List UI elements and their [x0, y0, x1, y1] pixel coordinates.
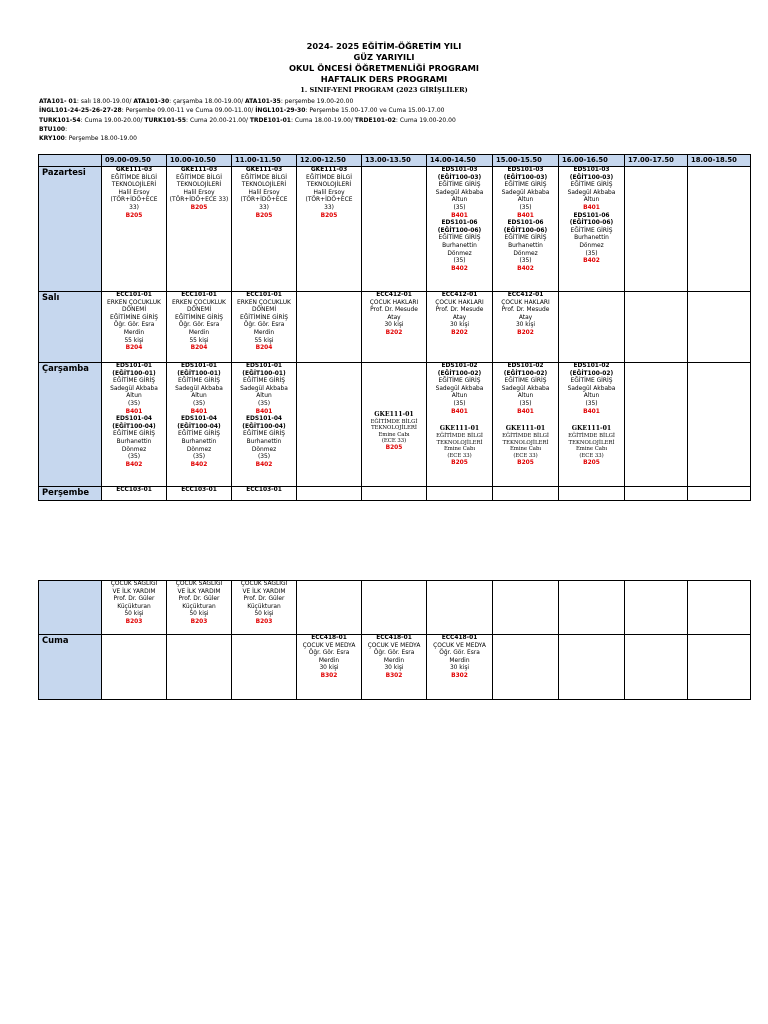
day-label-empty — [39, 581, 102, 635]
day-row-monday — [39, 167, 751, 292]
program-name: OKUL ÖNCESİ ÖĞRETMENLİĞİ PROGRAMI — [288, 63, 480, 73]
empty-cell — [688, 581, 751, 635]
day-row-friday — [39, 635, 751, 700]
empty-cell — [102, 635, 167, 700]
empty-cell — [688, 167, 751, 292]
empty-cell — [559, 581, 625, 635]
page-subtitle: 1. SINIF-YENİ PROGRAM (2023 GİRİŞLİLER) — [300, 86, 468, 94]
empty-cell — [625, 167, 688, 292]
course-cell: ECC418-01 ÇOCUK VE MEDYA Öğr. Gör. Esra Merdin 30 kişi B302 — [297, 635, 362, 700]
course-cell: ECC418-01 ÇOCUK VE MEDYA Öğr. Gör. Esra Merdin 30 kişi B302 — [427, 635, 493, 700]
empty-cell — [297, 581, 362, 635]
course-cell: GKE111-03 EĞİTİMDE BİLGİ TEKNOLOJİLERİ Halil Ersoy (TÖR+İDÖ+ECE 33) B205 — [297, 167, 362, 292]
course-cell: EDS101-01 (EĞİT100-01) EĞİTİME GİRİŞ Sadegül Akbaba Altun (35) B401 EDS101-04 (EĞİT100-04) EĞİTİME GİRİŞ Burhanettin Dönmez (35) B402 — [167, 363, 232, 487]
course-cell: ECC101-01 ERKEN ÇOCUKLUK DÖNEMİ EĞİTİMİNE GİRİŞ Öğr. Gör. Esra Merdin 55 kişi B204 — [167, 292, 232, 363]
day-row-tuesday — [39, 292, 751, 363]
empty-cell — [625, 292, 688, 363]
empty-cell — [688, 487, 751, 501]
course-cell: ECC103-01 — [102, 487, 167, 501]
course-cell: ECC418-01 ÇOCUK VE MEDYA Öğr. Gör. Esra Merdin 30 kişi B302 — [362, 635, 427, 700]
time-slot: 18.00-18.50 — [688, 155, 751, 167]
time-slot: 16.00-16.50 — [559, 155, 625, 167]
time-slot: 15.00-15.50 — [493, 155, 559, 167]
course-cell: ECC103-01 — [232, 487, 297, 501]
course-cell: ÇOCUK SAĞLIĞI VE İLK YARDIM Prof. Dr. Güler Küçükturan 50 kişi B203 — [232, 581, 297, 635]
empty-cell — [232, 635, 297, 700]
course-cell: ECC101-01 ERKEN ÇOCUKLUK DÖNEMİ EĞİTİMİNE GİRİŞ Öğr. Gör. Esra Merdin 55 kişi B204 — [102, 292, 167, 363]
empty-cell — [362, 487, 427, 501]
time-slot: 09.00-09.50 — [102, 155, 167, 167]
note-ingl: İNGL101-24-25-26-27-28: Perşembe 09.00-11 ve Cuma 09.00-11.00/ İNGL101-29-30: Perşembe 15.00-17.00 ve Cuma 15.00-17.00 — [39, 107, 445, 115]
empty-cell — [688, 363, 751, 487]
empty-cell — [427, 487, 493, 501]
schedule-notes — [39, 97, 456, 143]
day-row-thursday-cont — [39, 581, 751, 635]
note-kry: KRY100: Perşembe 18.00-19.00 — [39, 135, 137, 143]
empty-cell — [167, 635, 232, 700]
time-slot: 14.00-14.50 — [427, 155, 493, 167]
empty-cell — [688, 292, 751, 363]
day-label: Salı — [39, 292, 102, 363]
time-slot: 10.00-10.50 — [167, 155, 232, 167]
time-header-row — [39, 155, 751, 167]
course-cell: EDS101-02 (EĞİT100-02) EĞİTİME GİRİŞ Sadegül Akbaba Altun (35) B401 GKE111-01 EĞİTİMDE BİLGİ TEKNOLOJİLERİ Emine Cabı (ECE 33) B205 — [427, 363, 493, 487]
empty-cell — [559, 292, 625, 363]
course-cell: GKE111-03 EĞİTİMDE BİLGİ TEKNOLOJİLERİ Halil Ersoy (TÖR+İDÖ+ECE 33) B205 — [167, 167, 232, 292]
course-cell: ÇOCUK SAĞLIĞI VE İLK YARDIM Prof. Dr. Güler Küçükturan 50 kişi B203 — [167, 581, 232, 635]
empty-cell — [688, 635, 751, 700]
corner-cell — [39, 155, 102, 167]
day-row-wednesday — [39, 363, 751, 487]
empty-cell — [559, 635, 625, 700]
day-label: Çarşamba — [39, 363, 102, 487]
empty-cell — [625, 487, 688, 501]
time-slot: 13.00-13.50 — [362, 155, 427, 167]
time-slot: 11.00-11.50 — [232, 155, 297, 167]
empty-cell — [625, 635, 688, 700]
program-year: 2024- 2025 EĞİTİM-ÖĞRETİM YILI — [306, 41, 462, 51]
course-cell: EDS101-01 (EĞİT100-01) EĞİTİME GİRİŞ Sadegül Akbaba Altun (35) B401 EDS101-04 (EĞİT100-04) EĞİTİME GİRİŞ Burhanettin Dönmez (35) B402 — [102, 363, 167, 487]
note-turk: TURK101-54: Cuma 19.00-20.00/ TURK101-55: Cuma 20.00-21.00/ TRDE101-01: Cuma 18.00-19.00/ TRDE101-02: Cuma 19.00-20.00 — [39, 116, 456, 124]
day-label: Pazartesi — [39, 167, 102, 292]
empty-cell — [297, 363, 362, 487]
empty-cell — [493, 635, 559, 700]
page-title: HAFTALIK DERS PROGRAMI — [320, 74, 448, 84]
empty-cell — [297, 487, 362, 501]
course-cell: EDS101-02 (EĞİT100-02) EĞİTİME GİRİŞ Sadegül Akbaba Altun (35) B401 GKE111-01 EĞİTİMDE BİLGİ TEKNOLOJİLERİ Emine Cabı (ECE 33) B205 — [493, 363, 559, 487]
empty-cell — [362, 581, 427, 635]
empty-cell — [493, 487, 559, 501]
semester: GÜZ YARIYILI — [353, 52, 415, 62]
note-ata: ATA101- 01: salı 18.00-19.00/ ATA101-30: çarşamba 18.00-19.00/ ATA101-35: perşembe 19.00-20.00 — [39, 98, 354, 105]
day-label: Cuma — [39, 635, 102, 700]
schedule-table-continued — [38, 580, 751, 700]
course-cell: ECC412-01 ÇOCUK HAKLARI Prof. Dr. Mesude Atay 30 kişi B202 — [362, 292, 427, 363]
course-cell: ECC103-01 — [167, 487, 232, 501]
time-slot: 17.00-17.50 — [625, 155, 688, 167]
empty-cell — [625, 581, 688, 635]
empty-cell — [427, 581, 493, 635]
course-cell: EDS101-01 (EĞİT100-01) EĞİTİME GİRİŞ Sadegül Akbaba Altun (35) B401 EDS101-04 (EĞİT100-04) EĞİTİME GİRİŞ Burhanettin Dönmez (35) B402 — [232, 363, 297, 487]
course-cell: ÇOCUK SAĞLIĞI VE İLK YARDIM Prof. Dr. Güler Küçükturan 50 kişi B203 — [102, 581, 167, 635]
empty-cell — [493, 581, 559, 635]
schedule-table — [38, 154, 751, 501]
course-cell: GKE111-03 EĞİTİMDE BİLGİ TEKNOLOJİLERİ Halil Ersoy (TÖR+İDÖ+ECE 33) B205 — [232, 167, 297, 292]
course-cell: EDS101-03 (EĞİT100-03) EĞİTİME GİRİŞ Sadegül Akbaba Altun (35) B401 EDS101-06 (EĞİT100-06) EĞİTİME GİRİŞ Burhanettin Dönmez (35) B402 — [427, 167, 493, 292]
course-cell: EDS101-03 (EĞİT100-03) EĞİTİME GİRİŞ Sadegül Akbaba Altun B401 EDS101-06 (EĞİT100-06) EĞİTİME GİRİŞ Burhanettin Dönmez (35) B402 — [559, 167, 625, 292]
day-label: Perşembe — [39, 487, 102, 501]
course-cell: ECC101-01 ERKEN ÇOCUKLUK DÖNEMİ EĞİTİMİNE GİRİŞ Öğr. Gör. Esra Merdin 55 kişi B204 — [232, 292, 297, 363]
empty-cell — [559, 487, 625, 501]
course-cell: EDS101-02 (EĞİT100-02) EĞİTİME GİRİŞ Sadegül Akbaba Altun (35) B401 GKE111-01 EĞİTİMDE BİLGİ TEKNOLOJİLERİ Emine Cabı (ECE 33) B205 — [559, 363, 625, 487]
time-slot: 12.00-12.50 — [297, 155, 362, 167]
course-cell: GKE111-03 EĞİTİMDE BİLGİ TEKNOLOJİLERİ Halil Ersoy (TÖR+İDÖ+ECE 33) B205 — [102, 167, 167, 292]
course-cell: ECC412-01 ÇOCUK HAKLARI Prof. Dr. Mesude Atay 30 kişi B202 — [427, 292, 493, 363]
note-btu: BTU100: — [39, 125, 68, 133]
empty-cell — [297, 292, 362, 363]
empty-cell — [625, 363, 688, 487]
empty-cell — [362, 167, 427, 292]
course-cell: ECC412-01 ÇOCUK HAKLARI Prof. Dr. Mesude Atay 30 kişi B202 — [493, 292, 559, 363]
day-row-thursday — [39, 487, 751, 501]
course-cell: EDS101-03 (EĞİT100-03) EĞİTİME GİRİŞ Sadegül Akbaba Altun (35) B401 EDS101-06 (EĞİT100-06) EĞİTİME GİRİŞ Burhanettin Dönmez (35) B402 — [493, 167, 559, 292]
course-cell: GKE111-01 EĞİTİMDE BİLGİ TEKNOLOJİLERİ Emine Cabı (ECE 33) B205 — [362, 363, 427, 487]
